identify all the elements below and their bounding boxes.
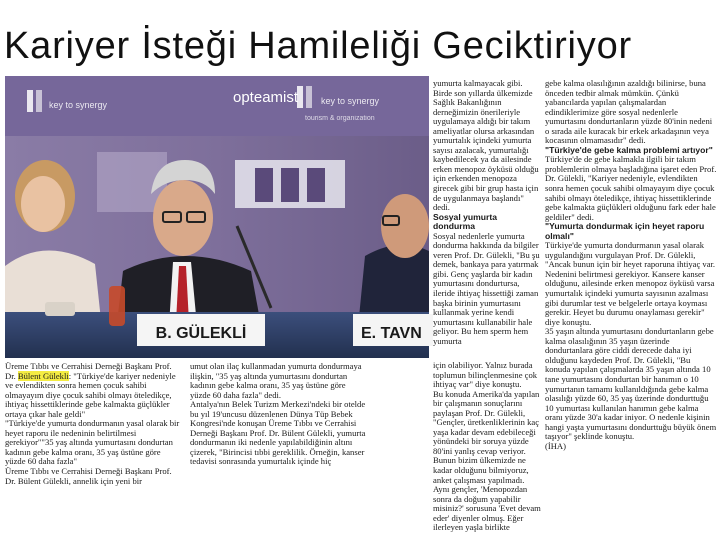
col1-paragraph-1: Üreme Tıbbı ve Cerrahisi Derneği Başkanı Prof. Dr. Bülent Gülekli: "Türkiye'de kariyer nedeniyle ve evlendikten sonra hemen çocuk sahibi olmayayım diye çocuk sahibi olmayı öteledikçe, ihtiyaç hissettiklerinde gebe kalmakta güçlükler ortaya çıkar hale geldi" [5, 361, 176, 419]
col3b-paragraph-1: için olabiliyor. Yalnız burada toplumun bilinçlenmesine çok ihtiyaç var" diye konuştu. [433, 360, 538, 390]
banner-logo-left [27, 90, 33, 112]
headline: Kariyer İsteği Hamileliği Geciktiriyor [4, 25, 632, 67]
banner-sub: tourism & organization [305, 115, 375, 122]
col2-paragraph-1: umut olan ilaç kullanmadan yumurta dondurmaya ilişkin, "35 yaş altında yumurtasını dondurtan kadının gebe kalma oranı, 35 yaş üstüne göre yüzde 60 daha fazla" dedi. [190, 361, 362, 400]
banner-tagline-right: key to synergy [321, 96, 380, 106]
nameplate-right-text: E. TAVN [361, 325, 422, 342]
banner-tagline-left: key to synergy [49, 100, 108, 110]
col3-paragraph-2: Sosyal nedenlerle yumurta dondurma hakkında da bilgiler veren Prof. Dr. Gülekli, "Bu şu demek, bankaya para yatırmak gibi. Genç yaşlarda bir kadın yumurtasını dondurtursa, ileride ihtiyaç hissettiği zaman başka birinin yumurtasını kullanmak yerine kendi yumurtasını kullanabilir hale geliyor. Bu hem sperm hem yumurta [433, 230, 540, 346]
col4-paragraph-1: gebe kalma olasılığının azaldığı bilinirse, buna önceden tedbir almak mümkün. Çünkü yabancılarda yapılan çalışmalardan edindiklerimize göre sosyal nedenlerle yumurtasını dondurtanların yüzde 80'inin nedeni o sırada aile kuracak bir erkek arkadaşının veya kocasının olmamasıdır" dedi. [545, 78, 713, 146]
col4-subheading-2: "Yumurta dondurmak için heyet raporu olmalı" [545, 221, 705, 241]
article-column-2 [190, 362, 366, 512]
col2-paragraph-2: Antalya'nın Belek Turizm Merkezi'ndeki bir otelde bu yıl 19'uncusu düzenlenen Dünya Tüp Bebek Kongresi'nde konuşan Üreme Tıbbı ve Cerrahisi Derneği Başkanı Prof. Dr. Bülent Gülekli, yumurta dondurmanın iki nedenle yapılabildiğinin altını çizerek, "Birincisi tıbbi gereklilik. Örneğin, kanser tedavisi sonrasında yumurtalık içinde hiç [190, 399, 366, 467]
col4-paragraph-4: 35 yaşın altında yumurtasını dondurtanların gebe kalma olasılığının 35 yaşın üzerinde dondurtanlara göre ciddi derecede daha iyi olduğunu kaydeden Prof. Dr. Gülekli, "Bu konuda yapılan çalışmalarda 35 yaşın altında 10 tane yumurtasını dondurtan bir hanımın o 10 yumurtanın tamamı kullanıldığında gebe kalma olasılığı yüzde 60, 35 yaş üzerinde dondurttuğu 10 yumurtası kullanılan hanımın gebe kalma oranı yüzde 30'a kadar iniyor. O nedenle kişinin hangi yaşta yumurtasını dondurttuğu büyük önem taşıyor" şeklinde konuştu. [545, 326, 717, 442]
col4-paragraph-3: Türkiye'de yumurta dondurmanın yasal olarak uygulandığını vurgulayan Prof. Dr. Gülekli, "Ancak bunun için bir heyet raporuna ihtiyaç var. Nedenini belirtmesi gerekiyor. Kansere kanser olduğunu, ailesinde erken menopoz öyküsü varsa yumurtalık içindeki yumurta sayısının azalması gibi durumlar test ve belgelerle ortaya koyması gerekir. Heyet bu durumu onaylaması gerekir" diye konuştu. [545, 240, 716, 327]
source-credit: (İHA) [545, 440, 566, 451]
banner-brand: opteamist [233, 89, 299, 106]
article-column-3-continued [433, 360, 541, 533]
col1-paragraph-3: Üreme Tıbbı ve Cerrahisi Derneği Başkanı Prof. Dr. Bülent Gülekli, annelik için yeni bir [5, 466, 172, 486]
article-column-3 [433, 79, 540, 359]
col3b-paragraph-2: Bu konuda Amerika'da yapılan bir çalışmanın sonuçlarını paylaşan Prof. Dr. Gülekli, "Gençler, üretkenliklerinin kaç yaşa kadar devam edebileceği yönündeki bir soruya yüzde 80'ini yanlış cevap veriyor. Bunun bizim ülkemizde ne kadar olduğunu bilmiyoruz, anket çalışması yapılmadı. Aynı gençler, 'Menopozdan sonra da doğum yapabilir misiniz?' sorusuna 'Evet devam eder' diyenler olmuş. Eğer ilerleyen yaşla birlikte [433, 388, 541, 533]
col3-paragraph-1: yumurta kalmayacak gibi. Birde son yıllarda ülkemizde Sağlık Bakanlığının derneğimizin önerileriyle uygulamaya aldığı bir takım ameliyatlar olursa arkasından yumurtalık içindeki yumurta sayısı azalacak, yumurtalığı kaybedilecek ya da ailesinde erken menopoz öyküsü olduğu için erkenden menopoza girecek gibi bir grup hasta için de uygulanmaya başlandı" dedi. [433, 78, 539, 213]
article-column-4 [545, 79, 717, 479]
nameplate-center-text: B. GÜLEKLİ [155, 325, 247, 342]
col1-paragraph-2: "Türkiye'de yumurta dondurmanın yasal olarak bir heyet raporu ile nedeninin belirtilmesi gerekiyor""35 yaş altında yumurtasını dondurtan kadının gebe kalma oranı, 35 yaş üstüne göre yüzde 60 daha fazla" [5, 418, 180, 467]
col4-paragraph-2: Türkiye'de de gebe kalmakla ilgili bir takım problemlerin olmaya başladığına işaret eden Prof. Dr. Gülekli, "Kariyer nedeniyle, evlendikten sonra hemen çocuk sahibi olmayayım diye çocuk sahibi olmayı öteledikçe, ihtiyaç hissettiklerinde gebe kalmakta güçlükleri olduğunu fark eder hale geldiler" dedi. [545, 154, 717, 222]
article-column-1 [5, 362, 182, 512]
col4-subheading-1: "Türkiye'de gebe kalma problemi artıyor" [545, 144, 713, 155]
col3-subheading: Sosyal yumurta dondurma [433, 211, 497, 232]
article-photo [5, 76, 429, 358]
highlighted-name: Bülent Gülekli [17, 370, 69, 381]
